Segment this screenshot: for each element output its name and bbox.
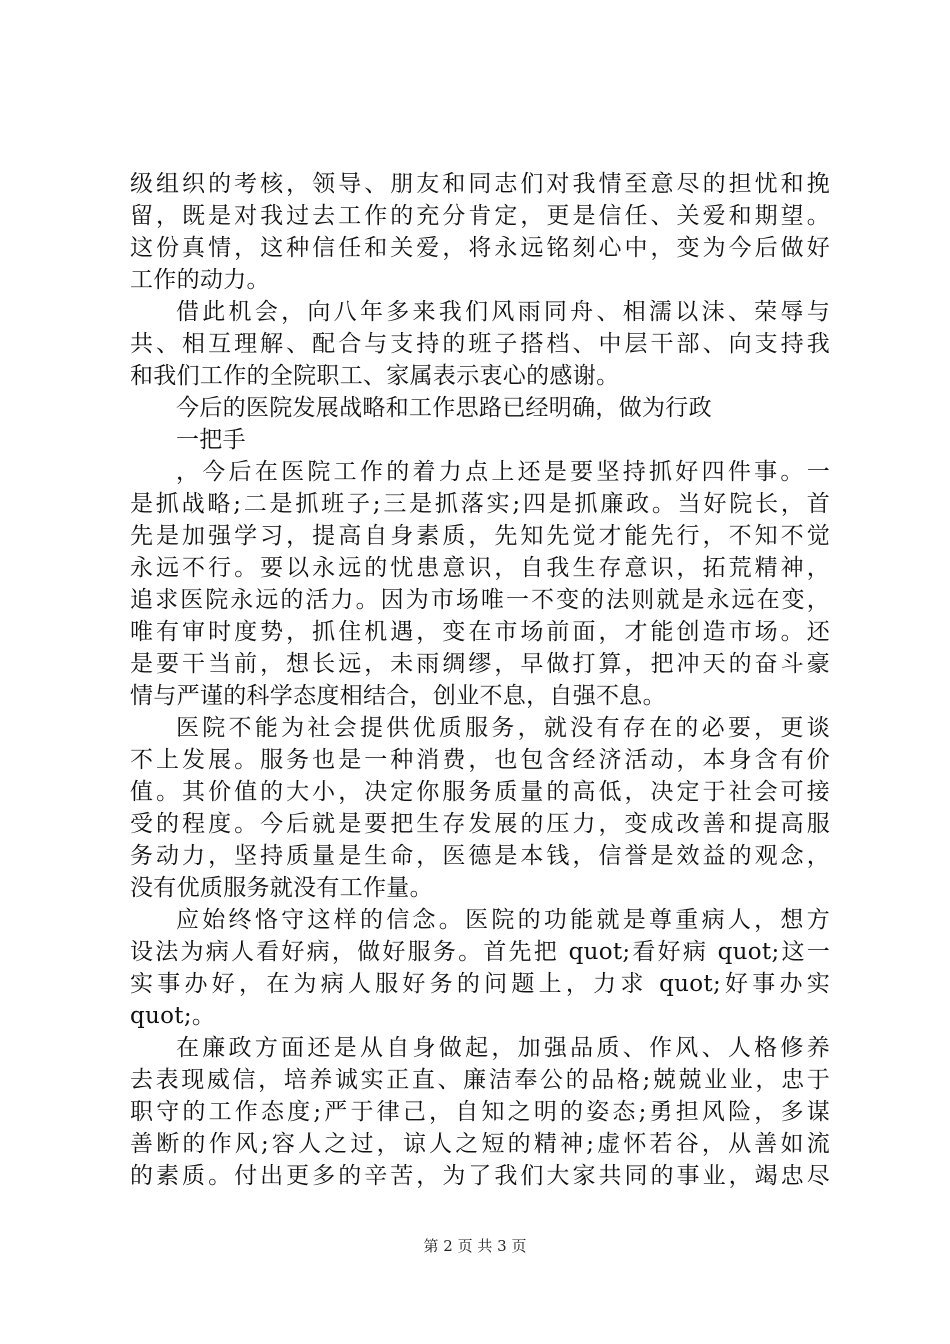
text-line: 先是加强学习，提高自身素质，先知先觉才能先行，不知不觉 bbox=[130, 523, 830, 549]
text-line: 这份真情，这种信任和关爱，将永远铭刻心中，变为今后做好 bbox=[130, 235, 830, 261]
text-line: ，今后在医院工作的着力点上还是要坚持抓好四件事。一 bbox=[176, 459, 830, 485]
paragraph bbox=[130, 296, 830, 392]
text-line: 不上发展。服务也是一种消费，也包含经济活动，本身含有价 bbox=[130, 747, 830, 773]
text-line: 应始终恪守这样的信念。医院的功能就是尊重病人，想方 bbox=[176, 907, 830, 933]
text-line: 职守的工作态度;严于律己，自知之明的姿态;勇担风险，多谋 bbox=[130, 1099, 830, 1125]
text-line: 在廉政方面还是从自身做起，加强品质、作风、人格修养 bbox=[176, 1035, 830, 1061]
paragraph bbox=[130, 1032, 830, 1192]
text-line: 的素质。付出更多的辛苦，为了我们大家共同的事业，竭忠尽 bbox=[130, 1163, 830, 1189]
text-line: 共、相互理解、配合与支持的班子搭档、中层干部、向支持我 bbox=[130, 331, 830, 357]
text-line: 情与严谨的科学态度相结合，创业不息，自强不息。 bbox=[130, 683, 666, 709]
page-footer: 第 2 页 共 3 页 bbox=[423, 1237, 527, 1255]
text-line: 留，既是对我过去工作的充分肯定，更是信任、关爱和期望。 bbox=[130, 203, 830, 229]
paragraph bbox=[130, 392, 830, 424]
paragraph bbox=[130, 712, 830, 904]
paragraph bbox=[130, 424, 830, 456]
text-line: 是抓战略;二是抓班子;三是抓落实;四是抓廉政。当好院长，首 bbox=[130, 491, 830, 517]
text-line: 一把手 bbox=[176, 427, 246, 453]
text-line: 去表现威信，培养诚实正直、廉洁奉公的品格;兢兢业业，忠于 bbox=[130, 1067, 830, 1093]
text-line: 追求医院永远的活力。因为市场唯一不变的法则就是永远在变， bbox=[130, 587, 830, 613]
text-line: 永远不行。要以永远的忧患意识，自我生存意识，拓荒精神， bbox=[130, 555, 830, 581]
text-line: 唯有审时度势，抓住机遇，变在市场前面，才能创造市场。还 bbox=[130, 619, 830, 645]
text-line: 受的程度。今后就是要把生存发展的压力，变成改善和提高服 bbox=[130, 811, 830, 837]
document-body bbox=[130, 168, 830, 1192]
text-line: 借此机会，向八年多来我们风雨同舟、相濡以沫、荣辱与 bbox=[176, 299, 830, 325]
paragraph bbox=[130, 904, 830, 1032]
text-line: 工作的动力。 bbox=[130, 267, 270, 293]
text-line: 设法为病人看好病，做好服务。首先把 quot;看好病 quot;这一 bbox=[130, 939, 830, 965]
text-line: 和我们工作的全院职工、家属表示衷心的感谢。 bbox=[130, 363, 620, 389]
paragraph bbox=[130, 456, 830, 712]
text-line: 今后的医院发展战略和工作思路已经明确，做为行政 bbox=[176, 395, 712, 421]
text-line: 医院不能为社会提供优质服务，就没有存在的必要，更谈 bbox=[176, 715, 830, 741]
text-line: 实事办好，在为病人服好务的问题上，力求 quot;好事办实 bbox=[130, 971, 830, 997]
text-line: 级组织的考核，领导、朋友和同志们对我情至意尽的担忧和挽 bbox=[130, 171, 830, 197]
text-line: 是要干当前，想长远，未雨绸缪，早做打算，把冲天的奋斗豪 bbox=[130, 651, 830, 677]
text-line: 善断的作风;容人之过，谅人之短的精神;虚怀若谷，从善如流 bbox=[130, 1131, 830, 1157]
text-line: 没有优质服务就没有工作量。 bbox=[130, 875, 433, 901]
text-line: 务动力，坚持质量是生命，医德是本钱，信誉是效益的观念， bbox=[130, 843, 830, 869]
text-line: 值。其价值的大小，决定你服务质量的高低，决定于社会可接 bbox=[130, 779, 830, 805]
paragraph bbox=[130, 168, 830, 296]
text-line: quot;。 bbox=[130, 1003, 216, 1029]
